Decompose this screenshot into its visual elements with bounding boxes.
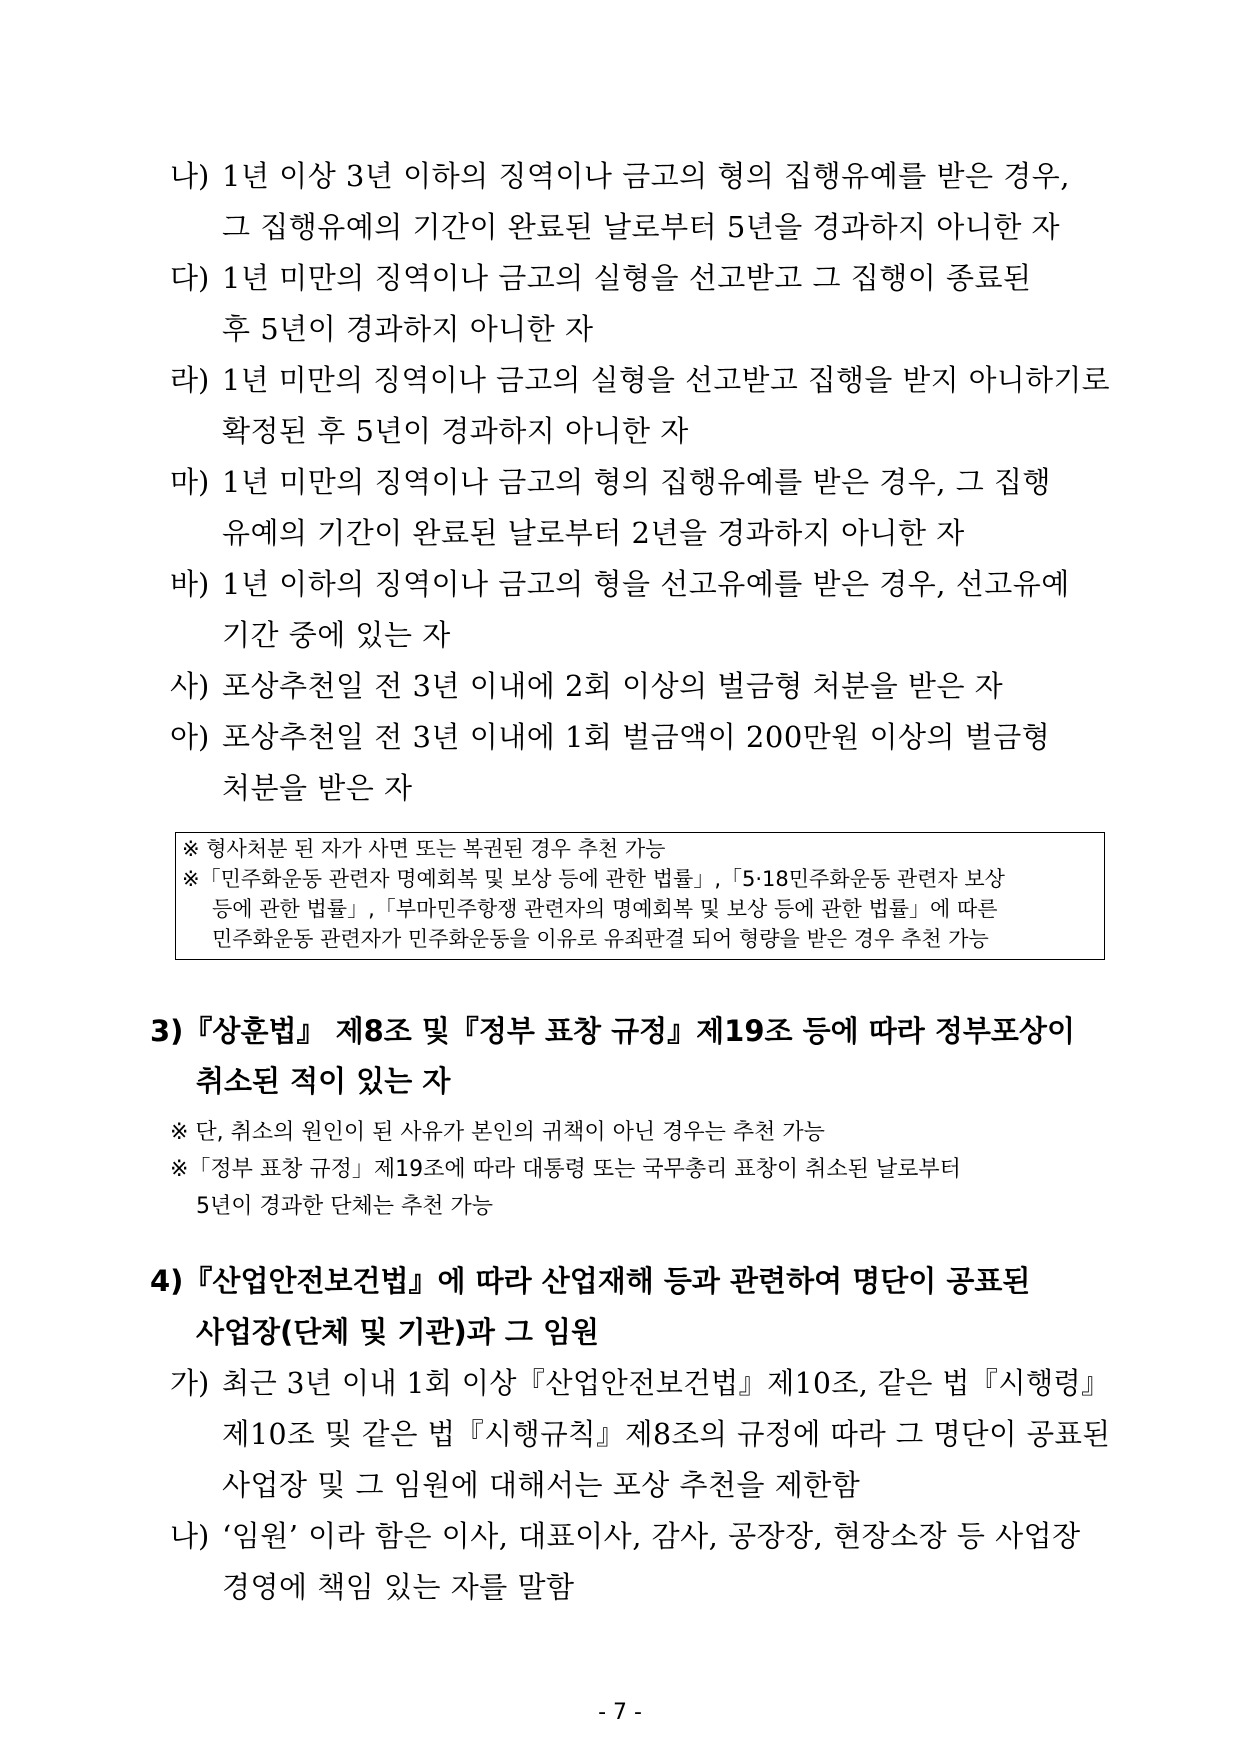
item-mark: 아) (170, 720, 210, 754)
section-note: ※ 단, 취소의 원인이 된 사유가 본인의 귀책이 아닌 경우는 추천 가능 (170, 1120, 825, 1145)
item-mark: 라) (170, 363, 210, 397)
section-heading: 3)『상훈법』 제8조 및『정부 표창 규정』제19조 등에 따라 정부포상이 (150, 1014, 1075, 1048)
item-text: 그 집행유예의 기간이 완료된 날로부터 5년을 경과하지 아니한 자 (222, 210, 1061, 244)
note-line: ※「민주화운동 관련자 명예회복 및 보상 등에 관한 법률」,「5·18민주화운동 관련자 보상 (182, 867, 1005, 891)
item-text: 1년 이상 3년 이하의 징역이나 금고의 형의 집행유예를 받은 경우, (222, 159, 1070, 193)
item-text: 기간 중에 있는 자 (222, 618, 451, 652)
item-mark: 나) (170, 1519, 210, 1553)
item-text: 포상추천일 전 3년 이내에 2회 이상의 벌금형 처분을 받은 자 (222, 669, 1004, 703)
item-mark: 가) (170, 1366, 210, 1400)
item-mark: 사) (170, 669, 210, 703)
item-mark: 바) (170, 567, 210, 601)
item-text: 경영에 책임 있는 자를 말함 (222, 1570, 575, 1604)
item-text: ‘임원’ 이라 함은 이사, 대표이사, 감사, 공장장, 현장소장 등 사업장 (222, 1519, 1081, 1553)
section-note: 5년이 경과한 단체는 추천 가능 (196, 1194, 493, 1219)
item-text: 1년 이하의 징역이나 금고의 형을 선고유예를 받은 경우, 선고유예 (222, 567, 1070, 601)
section-heading: 4)『산업안전보건법』에 따라 산업재해 등과 관련하여 명단이 공표된 (150, 1264, 1031, 1298)
item-text: 유예의 기간이 완료된 날로부터 2년을 경과하지 아니한 자 (222, 516, 965, 550)
item-text: 후 5년이 경과하지 아니한 자 (222, 312, 594, 346)
note-box (175, 832, 1105, 960)
section-heading: 취소된 적이 있는 자 (196, 1064, 451, 1098)
item-text: 1년 미만의 징역이나 금고의 실형을 선고받고 집행을 받지 아니하기로 (222, 363, 1111, 397)
page-number: - 7 - (598, 1700, 642, 1725)
item-text: 확정된 후 5년이 경과하지 아니한 자 (222, 414, 689, 448)
section-note: ※「정부 표창 규정」제19조에 따라 대통령 또는 국무총리 표창이 취소된 날로부터 (170, 1157, 961, 1182)
note-line: 등에 관한 법률」,「부마민주항쟁 관련자의 명예회복 및 보상 등에 관한 법률」에 따른 (212, 897, 998, 921)
item-text: 1년 미만의 징역이나 금고의 실형을 선고받고 그 집행이 종료된 (222, 261, 1032, 295)
item-text: 1년 미만의 징역이나 금고의 형의 집행유예를 받은 경우, 그 집행 (222, 465, 1051, 499)
item-text: 제10조 및 같은 법『시행규칙』제8조의 규정에 따라 그 명단이 공표된 (222, 1417, 1111, 1451)
note-line: 민주화운동 관련자가 민주화운동을 이유로 유죄판결 되어 형량을 받은 경우 추천 가능 (212, 927, 989, 951)
item-mark: 마) (170, 465, 210, 499)
item-text: 포상추천일 전 3년 이내에 1회 벌금액이 200만원 이상의 벌금형 (222, 720, 1051, 754)
section-heading: 사업장(단체 및 기관)과 그 임원 (196, 1315, 600, 1349)
note-line: ※ 형사처분 된 자가 사면 또는 복권된 경우 추천 가능 (182, 837, 666, 861)
item-text: 처분을 받은 자 (222, 771, 413, 805)
item-mark: 다) (170, 261, 210, 295)
item-text: 사업장 및 그 임원에 대해서는 포상 추천을 제한함 (222, 1468, 861, 1502)
item-text: 최근 3년 이내 1회 이상『산업안전보건법』제10조, 같은 법『시행령』 (222, 1366, 1110, 1400)
item-mark: 나) (170, 159, 210, 193)
